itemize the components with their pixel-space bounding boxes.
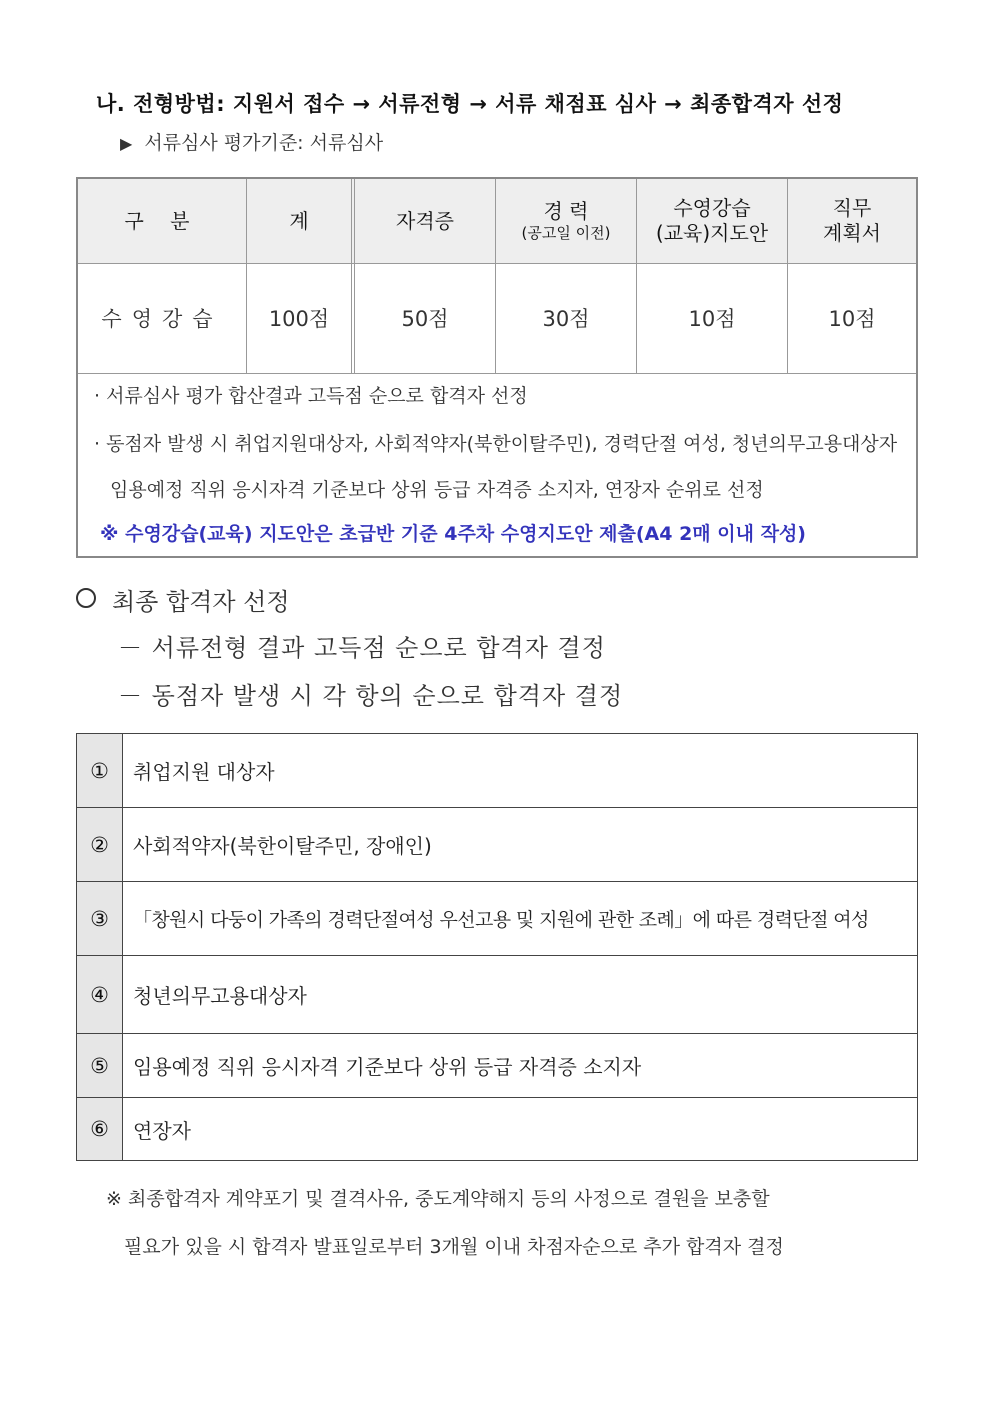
priority-number: ⑥ bbox=[77, 1098, 123, 1160]
note-line: 임용예정 직위 응시자격 기준보다 상위 등급 자격증 소지자, 연장자 순위로 선정 bbox=[110, 479, 764, 501]
row-total: 100점 bbox=[247, 263, 355, 373]
table-row bbox=[77, 1034, 917, 1098]
final-selection-title bbox=[76, 582, 290, 617]
footnote-line: ※ 최종합격자 계약포기 및 결격사유, 중도계약해지 등의 사정으로 결원을 보충할 bbox=[106, 1188, 770, 1210]
priority-text: 임용예정 직위 응시자격 기준보다 상위 등급 자격증 소지자 bbox=[133, 1055, 642, 1079]
priority-number: ⑤ bbox=[77, 1034, 123, 1097]
header-lesson-plan: 수영강습 (교육)지도안 bbox=[637, 179, 788, 263]
priority-text: 「창원시 다둥이 가족의 경력단절여성 우선고용 및 지원에 관한 조례」에 따른 경력단절 여성 bbox=[133, 909, 869, 931]
header-career: 경 력 (공고일 이전) bbox=[496, 179, 637, 263]
priority-text: 연장자 bbox=[133, 1118, 191, 1143]
header-duty-plan: 직무 계획서 bbox=[823, 196, 881, 245]
priority-number: ① bbox=[77, 734, 123, 807]
priority-table bbox=[76, 733, 918, 1161]
table-row bbox=[77, 956, 917, 1034]
priority-number: ② bbox=[77, 808, 123, 881]
note-line: · 서류심사 평가 합산결과 고득점 순으로 합격자 선정 bbox=[94, 385, 528, 407]
score-table-header bbox=[78, 179, 916, 264]
row-certificate: 50점 bbox=[355, 263, 496, 373]
table-row bbox=[77, 734, 917, 808]
final-line: － 동점자 발생 시 각 항의 순으로 합격자 결정 bbox=[118, 682, 624, 710]
circle-bullet-icon bbox=[76, 588, 96, 608]
section-heading: 나. 전형방법: 지원서 접수 → 서류전형 → 서류 채점표 심사 → 최종합격자 선정 bbox=[96, 92, 844, 116]
priority-text: 청년의무고용대상자 bbox=[133, 984, 307, 1008]
score-table bbox=[76, 177, 918, 558]
row-category: 수영강습 bbox=[78, 263, 247, 373]
score-table-row bbox=[78, 263, 916, 374]
row-lesson-plan: 10점 bbox=[637, 263, 788, 373]
table-row bbox=[77, 808, 917, 882]
evaluation-criteria bbox=[120, 128, 383, 155]
highlight-note: ※ 수영강습(교육) 지도안은 초급반 기준 4주차 수영지도안 제출(A4 2매 이내 작성) bbox=[100, 523, 806, 545]
footnote-line: 필요가 있을 시 합격자 발표일로부터 3개월 이내 차점자순으로 추가 합격자 결정 bbox=[124, 1236, 784, 1258]
table-row bbox=[77, 1098, 917, 1160]
evaluation-criteria-text: 서류심사 평가기준: 서류심사 bbox=[144, 132, 384, 154]
priority-number: ③ bbox=[77, 882, 123, 955]
row-duty-plan: 10점 bbox=[828, 307, 876, 331]
priority-text: 사회적약자(북한이탈주민, 장애인) bbox=[133, 834, 432, 858]
header-category: 구 분 bbox=[78, 179, 247, 263]
final-selection-title-text: 최종 합격자 선정 bbox=[112, 588, 290, 616]
table-row bbox=[77, 882, 917, 956]
priority-number: ④ bbox=[77, 956, 123, 1033]
final-line: － 서류전형 결과 고득점 순으로 합격자 결정 bbox=[118, 634, 606, 662]
note-line: · 동점자 발생 시 취업지원대상자, 사회적약자(북한이탈주민), 경력단절 여성, 청년의무고용대상자 bbox=[94, 433, 898, 455]
row-career: 30점 bbox=[496, 263, 637, 373]
header-total: 계 bbox=[247, 179, 355, 263]
header-certificate: 자격증 bbox=[355, 179, 496, 263]
triangle-bullet-icon: ▶ bbox=[120, 134, 133, 153]
priority-text: 취업지원 대상자 bbox=[133, 760, 275, 784]
